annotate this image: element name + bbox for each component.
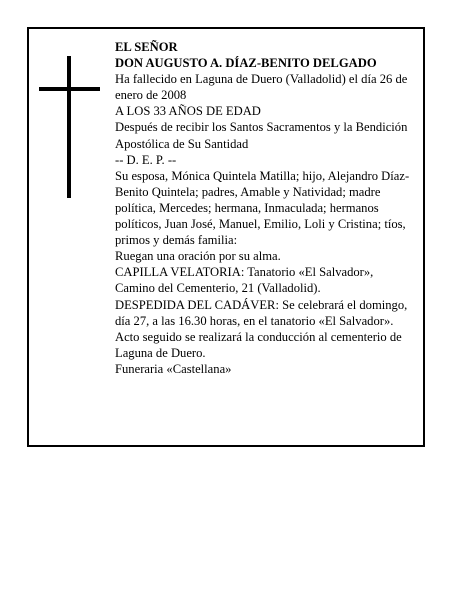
farewell-details: DESPEDIDA DEL CADÁVER: Se celebrará el domingo, día 27, a las 16.30 horas, en el tanatorio «El Salvador». Acto seguido se realizará la conducción al cementerio de Laguna de Duero. [115,297,408,360]
family-list: Su esposa, Mónica Quintela Matilla; hijo, Alejandro Díaz-Benito Quintela; padres, Amable y Natividad; madre política, Mercedes; hermana, Inmaculada; hermanos políticos, Juan José, Manuel, Emilio, Loli y Cristina; tíos, primos y demás familia: [115,168,410,248]
funeral-home: Funeraria «Castellana» [115,361,232,376]
prayer-request: Ruegan una oración por su alma. [115,249,281,264]
rip-line: -- D. E. P. -- [115,152,177,167]
cross-icon [67,56,71,198]
obituary-notice [27,27,425,447]
wake-location: CAPILLA VELATORIA: Tanatorio «El Salvador», Camino del Cementerio, 21 (Valladolid). [115,265,374,296]
sacraments-line: Después de recibir los Santos Sacramentos y la Bendición Apostólica de Su Santidad [115,120,408,151]
deceased-name: DON AUGUSTO A. DÍAZ-BENITO DELGADO [115,56,377,71]
honorific: EL SEÑOR [115,40,178,54]
cross-icon-bar [39,87,100,91]
notice-text [115,39,415,377]
age-line: A LOS 33 AÑOS DE EDAD [115,104,261,119]
death-statement: Ha fallecido en Laguna de Duero (Valladolid) el día 26 de enero de 2008 [115,72,408,103]
